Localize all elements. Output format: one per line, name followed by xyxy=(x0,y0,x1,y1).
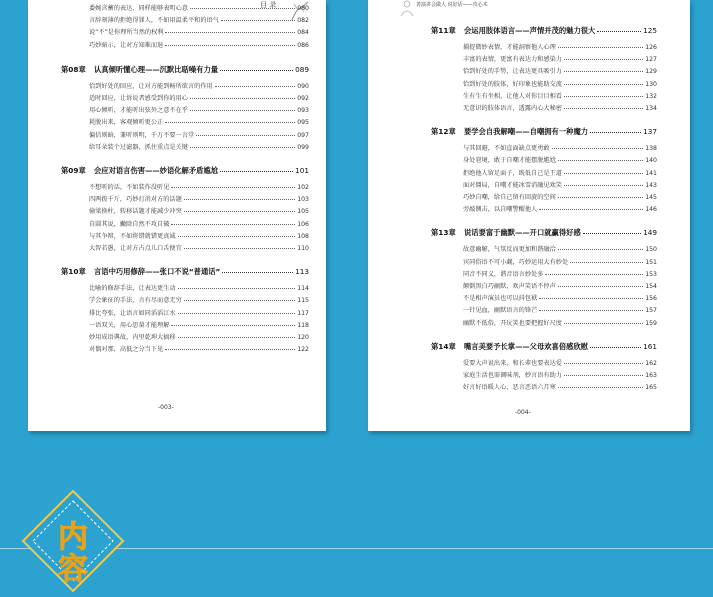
toc-entry-page: 117 xyxy=(297,309,309,317)
toc-entry-title: 自圆其说，撇除自然不攻自破 xyxy=(89,220,170,228)
toc-entry-page: 143 xyxy=(645,181,657,189)
dot-leader xyxy=(564,108,643,109)
dot-leader xyxy=(564,363,643,364)
chapter-title: 嘴言美要予长掌——父母欢喜倍感欣慰 xyxy=(464,341,589,351)
toc-entry-title: 比喻的修辞手法，让表达更生动 xyxy=(89,285,176,293)
toc-entry-title: 妙用成语典故，内里乾坤大搞移 xyxy=(89,334,176,341)
dot-leader xyxy=(190,147,295,148)
toc-entry-page: 162 xyxy=(645,359,657,367)
toc-entry xyxy=(89,344,309,353)
chapter-heading xyxy=(431,342,657,352)
toc-entry xyxy=(463,204,657,213)
toc-entry-page: 140 xyxy=(645,157,657,165)
toc-entry xyxy=(463,91,657,100)
toc-entry xyxy=(463,192,657,201)
dot-leader xyxy=(171,187,295,188)
toc-entry-title: 家庭生活也需调味剂，妙言语有助力 xyxy=(463,372,562,379)
toc-entry-page: 082 xyxy=(297,17,309,25)
toc-entry-page: 130 xyxy=(645,80,657,88)
toc-entry-page: 090 xyxy=(297,82,309,90)
toc-entry-page: 141 xyxy=(645,169,657,177)
chapter-number: 第14章 xyxy=(431,341,456,351)
right-header: 善演讲会做人 说好话——攻心术 xyxy=(416,2,488,8)
toc-entry-title: 排比夸张，让语言如同滔滔江水 xyxy=(89,309,176,317)
toc-entry xyxy=(463,269,657,278)
toc-entry xyxy=(89,194,309,203)
toc-entry-title: 与其回避，不如直面缺点更勇敢 xyxy=(463,145,550,153)
toc-entry xyxy=(89,105,309,114)
toc-entry-page: 080 xyxy=(297,5,309,12)
toc-entry-page: 099 xyxy=(297,143,309,151)
dot-leader xyxy=(196,135,295,136)
dot-leader xyxy=(564,59,643,60)
toc-entry xyxy=(463,79,657,88)
chapter-number: 第12章 xyxy=(431,127,456,137)
toc-entry xyxy=(89,27,309,36)
dot-leader xyxy=(564,71,643,72)
toc-entry xyxy=(89,206,309,215)
toc-entry xyxy=(89,93,309,102)
toc-entry-title: 恰到好处的肢体，好印象也能助交流 xyxy=(463,80,562,88)
dot-leader xyxy=(564,375,643,376)
toc-entry xyxy=(89,182,309,191)
toc-entry-title: 言辞刻薄的拒绝得罪人，不如用温柔平和的语气 xyxy=(89,17,219,25)
toc-entry xyxy=(463,143,657,152)
toc-entry xyxy=(463,305,657,314)
toc-entry-title: 拒绝他人留足面子，既低自己是王道 xyxy=(463,169,562,177)
toc-entry-title: 巧妙暗示，让对方知难而退 xyxy=(89,41,164,49)
toc-entry-page: 129 xyxy=(645,68,657,76)
dot-leader xyxy=(215,86,295,87)
toc-entry xyxy=(463,103,657,112)
chapter-title: 会应对语言伤害——妙语化解矛盾尴尬 xyxy=(94,166,219,175)
dot-leader xyxy=(583,233,641,234)
dot-leader xyxy=(165,32,295,33)
toc-entry-title: 不想听的话，不如装作没听见 xyxy=(89,184,170,191)
toc-entry-title: 同音不同义，谐音语言妙处多 xyxy=(463,270,544,278)
dot-leader xyxy=(178,337,296,338)
dot-leader xyxy=(597,31,641,32)
dot-leader xyxy=(590,347,641,348)
chapter-page: 161 xyxy=(643,341,657,351)
toc-entry-page: 134 xyxy=(645,105,657,112)
right-page-number: -004- xyxy=(515,409,531,416)
toc-entry xyxy=(89,130,309,139)
toc-entry xyxy=(89,3,309,12)
toc-entry-title: 与其争辩，不如将错就错更真诚 xyxy=(89,232,176,240)
toc-entry-page: 105 xyxy=(297,208,309,216)
dot-leader xyxy=(558,197,643,198)
toc-entry xyxy=(89,308,309,317)
dot-leader xyxy=(190,8,295,9)
toc-entry-title: 不是相声演员也可以抖包袱 xyxy=(463,295,538,303)
toc-entry-title: 捕捉微妙表情，才能洞察他人心理 xyxy=(463,44,556,51)
toc-entry-title: 委婉含蓄的表达，同样能够表明心意 xyxy=(89,5,188,12)
toc-entry-title: 面对僵局，自嘲才能冰雪消融见欢笑 xyxy=(463,181,562,189)
toc-entry-title: 好言好语暖人心，恶言恶语六月寒 xyxy=(463,384,556,392)
toc-entry xyxy=(463,370,657,379)
toc-entry-title: 学会象征的手法，言有尽而意无穷 xyxy=(89,297,182,305)
toc-entry xyxy=(89,142,309,151)
dot-leader xyxy=(220,70,293,71)
toc-entry-page: 084 xyxy=(297,29,309,37)
toc-entry xyxy=(89,15,309,24)
toc-entry-title: 适时回应，让诉说者感受到你的用心 xyxy=(89,95,188,102)
toc-entry-title: 给耳朵装个过滤器，抓住重点是关键 xyxy=(89,143,188,151)
toc-entry-title: 对偶对那，高低之分当下见 xyxy=(89,346,164,354)
dot-leader xyxy=(564,173,643,174)
dot-leader xyxy=(564,185,643,186)
toc-entry xyxy=(89,219,309,228)
chapter-title: 认真倾听懂心理——沉默比聒噪有力量 xyxy=(94,64,219,74)
toc-entry-title: 说“不”是你理所当然的权利 xyxy=(89,29,164,37)
toc-entry xyxy=(463,358,657,367)
dot-leader xyxy=(570,262,643,263)
chapter-page: 101 xyxy=(295,166,309,175)
dot-leader xyxy=(171,325,295,326)
dot-leader xyxy=(558,47,643,48)
dot-leader xyxy=(178,313,296,314)
toc-entry-title: 身处窘境，敢于自嘲才能摆脱尴尬 xyxy=(463,157,556,165)
toc-entry-title: 宾同俗语不可小觑，巧妙运用大有妙处 xyxy=(463,258,569,266)
content-badge xyxy=(19,489,127,597)
toc-entry xyxy=(89,283,309,292)
dot-leader xyxy=(564,323,643,324)
toc-entry-page: 165 xyxy=(645,384,657,392)
chapter-heading xyxy=(61,65,309,75)
toc-entry xyxy=(89,40,309,49)
toc-entry-title: 颠倒黑白巧幽默，欢声笑语不停声 xyxy=(463,283,556,290)
chapter-page: 137 xyxy=(643,127,657,137)
chapter-title: 说话要富于幽默——开口就赢得好感 xyxy=(464,228,581,238)
toc-entry-page: 115 xyxy=(297,297,309,305)
toc-entry-title: 偏信则暗，兼听则明，千万不要一言堂 xyxy=(89,131,195,139)
toc-entry-title: 爱要大声说出来，和长辈也要表达爱 xyxy=(463,359,562,367)
toc-entry-page: 157 xyxy=(645,307,657,315)
chapter-page: 089 xyxy=(295,64,309,74)
toc-entry-page: 120 xyxy=(297,334,309,341)
figure-sketch-icon xyxy=(398,0,416,16)
toc-entry-page: 110 xyxy=(297,245,309,252)
chapter-heading xyxy=(431,26,657,36)
chapter-title: 言语中巧用修辞——张口不说“普通话” xyxy=(94,267,221,277)
chapter-number: 第11章 xyxy=(431,26,456,35)
toc-entry-title: 偷梁换柱，转移话题才能减少冲突 xyxy=(89,208,182,216)
chapter-number: 第10章 xyxy=(61,267,86,277)
toc-entry-title: 巧妙自嘲，给自己留有回旋的空间 xyxy=(463,194,556,201)
dot-leader xyxy=(184,300,295,301)
toc-entry xyxy=(89,81,309,90)
toc-entry-title: 大智若愚，让对方占点儿口舌便宜 xyxy=(89,245,182,252)
toc-entry-page: 132 xyxy=(645,92,657,100)
dot-leader xyxy=(539,310,643,311)
chapter-number: 第08章 xyxy=(61,64,86,74)
dot-leader xyxy=(178,236,296,237)
dot-leader xyxy=(184,248,295,249)
toc-entry-title: 故意幽解，气氛反而更加和谐融洽 xyxy=(463,246,556,254)
chapter-number: 第09章 xyxy=(61,166,86,175)
toc-entry-page: 093 xyxy=(297,107,309,115)
toc-entry-title: 恰到好处的回应，让对方能到畅所欲言的作用 xyxy=(89,82,213,90)
toc-entry-page: 156 xyxy=(645,295,657,303)
toc-entry xyxy=(89,320,309,329)
dot-leader xyxy=(590,132,641,133)
dot-leader xyxy=(190,98,295,99)
dot-leader xyxy=(564,84,643,85)
chapter-title: 要学会自我解嘲——自嘲拥有一种魔力 xyxy=(464,127,589,137)
dot-leader xyxy=(165,349,295,350)
toc-entry-title: 耗脱出来，客观倾听更公正 xyxy=(89,119,164,127)
dot-leader xyxy=(221,20,295,21)
toc-entry-title: 恰到好处的手势，让表达更具吸引力 xyxy=(463,68,562,76)
dot-leader xyxy=(184,199,295,200)
chapter-page: 149 xyxy=(643,228,657,238)
toc-entry-page: 151 xyxy=(645,258,657,266)
dot-leader xyxy=(165,45,295,46)
toc-entry-page: 118 xyxy=(297,321,309,329)
toc-entry xyxy=(463,293,657,302)
dot-leader xyxy=(558,249,643,250)
toc-entry xyxy=(463,155,657,164)
toc-entry-page: 145 xyxy=(645,194,657,201)
toc-entry xyxy=(463,281,657,290)
dot-leader xyxy=(222,272,293,273)
toc-entry-title: 旁敲侧击，以自嘲警醒他人 xyxy=(463,206,538,214)
toc-entry xyxy=(463,42,657,51)
toc-entry-page: 092 xyxy=(297,95,309,102)
dot-leader xyxy=(558,160,643,161)
toc-entry-page: 127 xyxy=(645,56,657,64)
toc-entry-page: 108 xyxy=(297,232,309,240)
toc-entry xyxy=(89,231,309,240)
toc-entry-title: 一语双关，用心思量才能理解 xyxy=(89,321,170,329)
toc-entry-page: 154 xyxy=(645,283,657,290)
badge-char-2: 容 xyxy=(58,552,88,587)
toc-entry-page: 163 xyxy=(645,372,657,379)
toc-entry xyxy=(463,180,657,189)
toc-entry xyxy=(89,243,309,252)
toc-entry-title: 用心倾听，才能听出弦外之意不在乎 xyxy=(89,107,188,115)
chapter-heading xyxy=(431,228,657,238)
dot-leader xyxy=(165,122,295,123)
toc-entry-page: 103 xyxy=(297,196,309,204)
toc-entry xyxy=(463,54,657,63)
toc-entry-page: 159 xyxy=(645,319,657,327)
toc-entry xyxy=(463,66,657,75)
chapter-page: 113 xyxy=(295,267,309,277)
toc-entry-title: 一针见血，幽默语言的锋芒 xyxy=(463,307,538,315)
chapter-heading xyxy=(61,267,309,277)
toc-entry xyxy=(463,382,657,391)
toc-entry-page: 126 xyxy=(645,44,657,51)
dot-leader xyxy=(539,209,643,210)
left-header: 目 录 xyxy=(260,1,277,9)
toc-entry-title: 无意识的肢体语言，透露内心大秘密 xyxy=(463,105,562,112)
toc-entry-page: 146 xyxy=(645,206,657,214)
toc-entry-page: 138 xyxy=(645,145,657,153)
dot-leader xyxy=(558,286,643,287)
toc-entry-page: 086 xyxy=(297,41,309,49)
dot-leader xyxy=(171,224,295,225)
toc-entry-page: 150 xyxy=(645,246,657,254)
toc-entry-page: 114 xyxy=(297,285,309,293)
toc-entry-title: 丰富的表情，更富有表达力和感染力 xyxy=(463,56,562,64)
toc-entry xyxy=(89,295,309,304)
toc-entry-title: 四两拨千斤，巧妙打消对方的话题 xyxy=(89,196,182,204)
toc-entry xyxy=(89,332,309,341)
toc-entry-title: 幽默不低俗，开玩笑也要把握好尺度 xyxy=(463,319,562,327)
toc-entry xyxy=(463,318,657,327)
dot-leader xyxy=(178,288,296,289)
toc-entry xyxy=(89,117,309,126)
dot-leader xyxy=(190,110,295,111)
dot-leader xyxy=(545,274,643,275)
right-page xyxy=(368,0,690,431)
toc-entry-page: 153 xyxy=(645,270,657,278)
toc-entry-page: 122 xyxy=(297,346,309,354)
toc-entry xyxy=(463,257,657,266)
dot-leader xyxy=(220,171,293,172)
toc-entry-page: 102 xyxy=(297,184,309,191)
chapter-title: 会运用肢体语言——声情并茂的魅力很大 xyxy=(464,26,596,35)
chapter-page: 125 xyxy=(643,26,657,35)
toc-entry-page: 095 xyxy=(297,119,309,127)
chapter-heading xyxy=(61,166,309,176)
badge-char-1: 内 xyxy=(58,520,88,555)
chapter-number: 第13章 xyxy=(431,228,456,238)
toc-entry-page: 097 xyxy=(297,131,309,139)
dot-leader xyxy=(552,148,644,149)
dot-leader xyxy=(558,387,643,388)
dot-leader xyxy=(539,298,643,299)
dot-leader xyxy=(184,211,295,212)
toc-entry-page: 106 xyxy=(297,220,309,228)
left-page xyxy=(28,0,326,431)
toc-entry xyxy=(463,168,657,177)
chapter-heading xyxy=(431,127,657,137)
toc-entry-title: 生有生有坐相，让他人对你目目相看 xyxy=(463,92,562,100)
toc-entry xyxy=(463,244,657,253)
dot-leader xyxy=(564,96,643,97)
left-page-number: -003- xyxy=(158,404,174,411)
